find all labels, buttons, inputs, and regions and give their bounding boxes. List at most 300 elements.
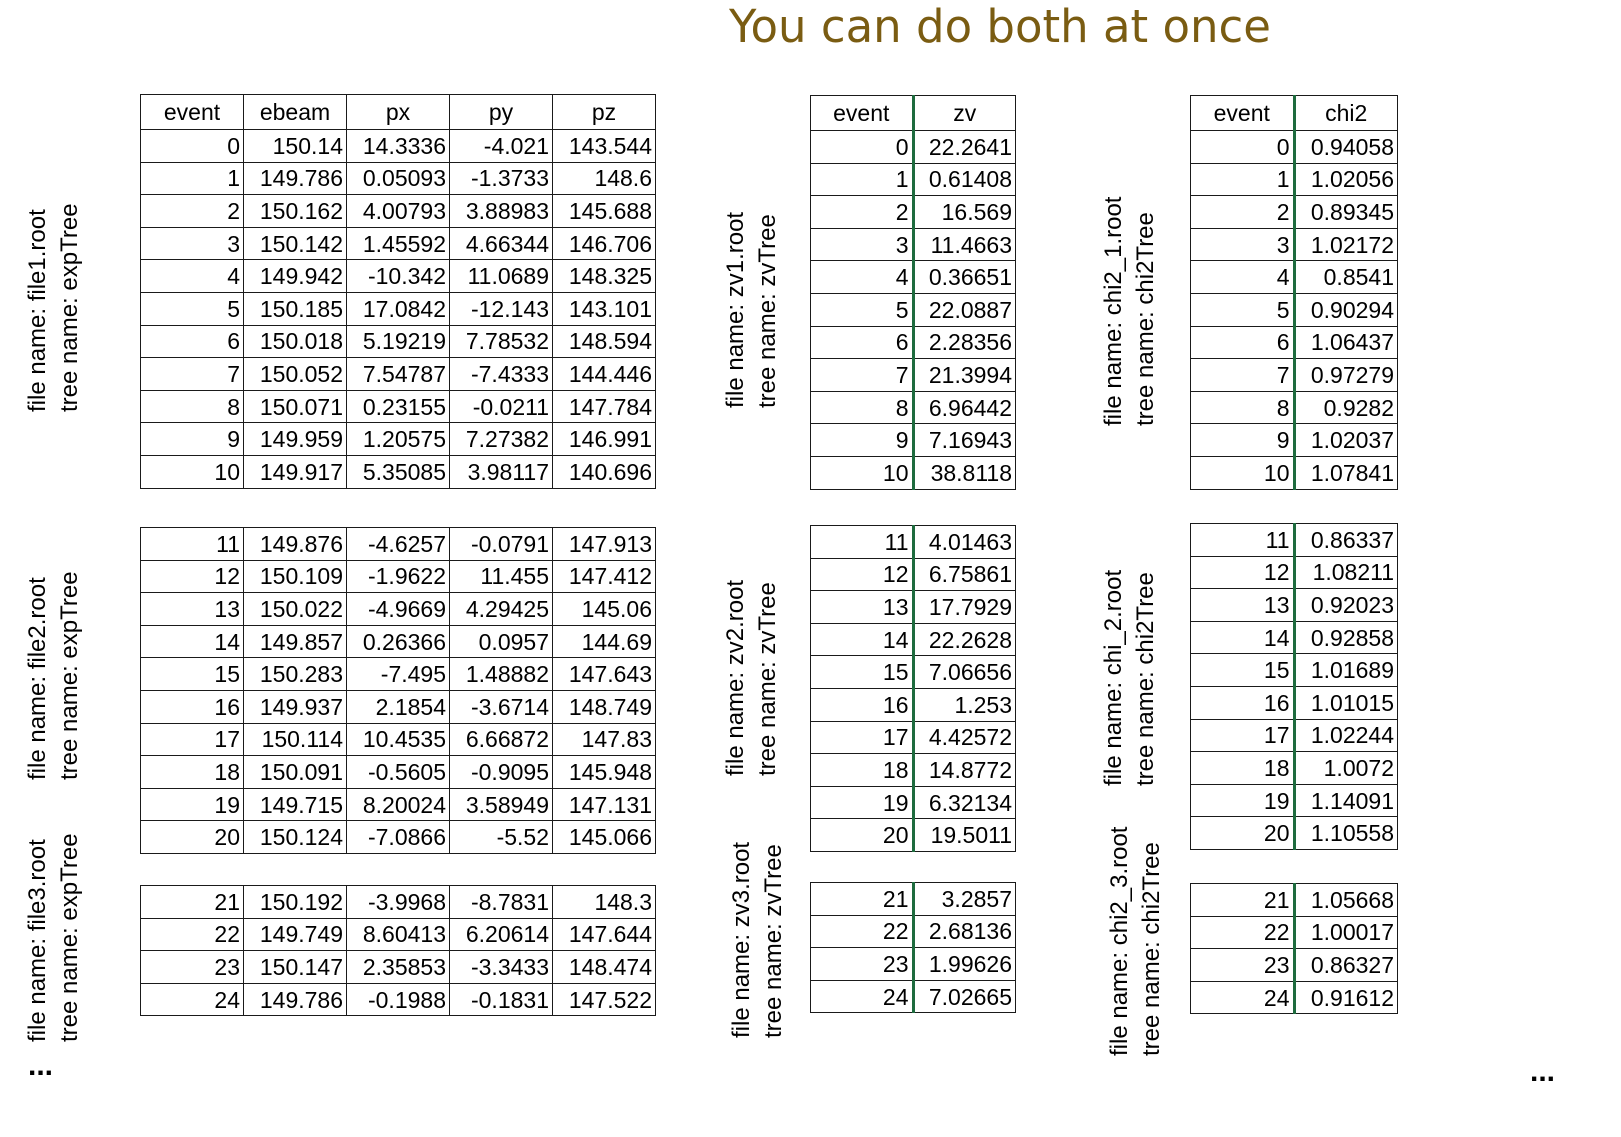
cell-px: 5.19219 (347, 325, 450, 358)
cell-chi2: 0.86327 (1294, 949, 1398, 982)
cell-event: 24 (811, 980, 914, 1013)
cell-pz: 147.913 (553, 528, 656, 561)
page-title: You can do both at once (729, 0, 1271, 53)
table-row (1191, 589, 1398, 622)
cell-pz: 147.83 (553, 723, 656, 756)
cell-pz: 148.325 (553, 260, 656, 293)
table-row (1191, 261, 1398, 294)
cell-px: 0.26366 (347, 625, 450, 658)
cell-event: 23 (141, 951, 244, 984)
cell-chi2: 0.86337 (1294, 524, 1398, 557)
cell-py: 4.29425 (450, 593, 553, 626)
table-row (811, 163, 1016, 196)
cell-event: 16 (1191, 686, 1295, 719)
cell-event: 11 (141, 528, 244, 561)
cell-px: 8.60413 (347, 918, 450, 951)
cell-px: 14.3336 (347, 130, 450, 163)
table-row (811, 424, 1016, 457)
cell-ebeam: 149.917 (244, 455, 347, 488)
label-file3: file name: file3.root tree name: expTree (24, 833, 83, 1042)
cell-chi2: 1.14091 (1294, 784, 1398, 817)
cell-chi2: 0.90294 (1294, 293, 1398, 326)
cell-pz: 147.784 (553, 390, 656, 423)
cell-zv: 7.16943 (913, 424, 1016, 457)
cell-ebeam: 149.786 (244, 162, 347, 195)
table-row (141, 658, 656, 691)
cell-event: 8 (811, 391, 914, 424)
cell-ebeam: 149.749 (244, 918, 347, 951)
table-row (141, 951, 656, 984)
cell-event: 15 (811, 656, 914, 689)
cell-event: 14 (141, 625, 244, 658)
cell-px: 0.23155 (347, 390, 450, 423)
cell-ebeam: 150.283 (244, 658, 347, 691)
table-row (811, 980, 1016, 1013)
table-row (141, 593, 656, 626)
cell-event: 13 (811, 591, 914, 624)
cell-event: 1 (811, 163, 914, 196)
table-row (141, 227, 656, 260)
cell-event: 13 (1191, 589, 1295, 622)
label-file2: file name: file2.root tree name: expTree (24, 571, 83, 780)
cell-event: 21 (1191, 884, 1295, 917)
cell-event: 16 (811, 688, 914, 721)
cell-px: -10.342 (347, 260, 450, 293)
label-zv1: file name: zv1.root tree name: zvTree (722, 211, 781, 408)
cell-px: -7.495 (347, 658, 450, 691)
cell-ebeam: 150.071 (244, 390, 347, 423)
cell-py: 6.20614 (450, 918, 553, 951)
cell-event: 20 (811, 819, 914, 852)
cell-zv: 0.61408 (913, 163, 1016, 196)
table-row (141, 560, 656, 593)
table-row (811, 948, 1016, 981)
table-row (1191, 326, 1398, 359)
cell-pz: 140.696 (553, 455, 656, 488)
table-row (1191, 163, 1398, 196)
cell-ebeam: 150.14 (244, 130, 347, 163)
cell-pz: 147.644 (553, 918, 656, 951)
cell-px: 2.35853 (347, 951, 450, 984)
cell-pz: 144.446 (553, 358, 656, 391)
table-row (141, 821, 656, 854)
table-row (811, 359, 1016, 392)
table-row (811, 196, 1016, 229)
cell-zv: 1.253 (913, 688, 1016, 721)
cell-chi2: 1.07841 (1294, 456, 1398, 489)
cell-chi2: 1.02244 (1294, 719, 1398, 752)
cell-event: 1 (141, 162, 244, 195)
cell-event: 23 (1191, 949, 1295, 982)
table-row (811, 688, 1016, 721)
cell-chi2: 0.92023 (1294, 589, 1398, 622)
cell-px: 0.05093 (347, 162, 450, 195)
cell-zv: 6.96442 (913, 391, 1016, 424)
table-row (1191, 359, 1398, 392)
cell-event: 5 (1191, 293, 1295, 326)
table-file3 (140, 885, 656, 1016)
column-header-event: event (1191, 96, 1295, 131)
table-row (141, 455, 656, 488)
table-row (1191, 293, 1398, 326)
cell-chi2: 0.92858 (1294, 621, 1398, 654)
cell-event: 2 (811, 196, 914, 229)
cell-px: -3.9968 (347, 886, 450, 919)
table-row (811, 883, 1016, 916)
cell-ebeam: 150.114 (244, 723, 347, 756)
cell-py: 11.0689 (450, 260, 553, 293)
cell-zv: 19.5011 (913, 819, 1016, 852)
cell-pz: 146.706 (553, 227, 656, 260)
cell-ebeam: 150.022 (244, 593, 347, 626)
cell-event: 21 (141, 886, 244, 919)
cell-ebeam: 150.091 (244, 756, 347, 789)
cell-zv: 1.99626 (913, 948, 1016, 981)
cell-event: 23 (811, 948, 914, 981)
table-row (1191, 131, 1398, 164)
cell-chi2: 0.97279 (1294, 359, 1398, 392)
cell-zv: 11.4663 (913, 228, 1016, 261)
cell-zv: 2.68136 (913, 915, 1016, 948)
cell-event: 19 (141, 788, 244, 821)
cell-px: -4.9669 (347, 593, 450, 626)
cell-event: 7 (811, 359, 914, 392)
cell-event: 12 (1191, 556, 1295, 589)
cell-py: 7.78532 (450, 325, 553, 358)
cell-ebeam: 150.018 (244, 325, 347, 358)
table-row (811, 228, 1016, 261)
cell-zv: 6.32134 (913, 786, 1016, 819)
table-row (1191, 884, 1398, 917)
cell-event: 10 (1191, 456, 1295, 489)
table-row (141, 358, 656, 391)
cell-event: 3 (141, 227, 244, 260)
cell-py: -0.1831 (450, 983, 553, 1016)
cell-event: 15 (141, 658, 244, 691)
cell-zv: 3.2857 (913, 883, 1016, 916)
cell-pz: 148.6 (553, 162, 656, 195)
cell-pz: 145.688 (553, 195, 656, 228)
cell-chi2: 1.01015 (1294, 686, 1398, 719)
cell-px: 10.4535 (347, 723, 450, 756)
cell-px: -0.1988 (347, 983, 450, 1016)
cell-event: 22 (1191, 916, 1295, 949)
cell-event: 20 (141, 821, 244, 854)
cell-py: -0.0791 (450, 528, 553, 561)
table-row (1191, 981, 1398, 1014)
cell-zv: 6.75861 (913, 558, 1016, 591)
cell-zv: 21.3994 (913, 359, 1016, 392)
header-row (811, 96, 1016, 131)
table-row (1191, 686, 1398, 719)
cell-event: 3 (1191, 228, 1295, 261)
cell-event: 2 (141, 195, 244, 228)
cell-event: 6 (811, 326, 914, 359)
cell-event: 0 (811, 131, 914, 164)
cell-event: 22 (141, 918, 244, 951)
cell-px: 1.45592 (347, 227, 450, 260)
cell-py: 4.66344 (450, 227, 553, 260)
table-row (811, 456, 1016, 489)
cell-event: 4 (141, 260, 244, 293)
table-row (141, 423, 656, 456)
cell-zv: 2.28356 (913, 326, 1016, 359)
cell-event: 1 (1191, 163, 1295, 196)
cell-px: 7.54787 (347, 358, 450, 391)
cell-py: 11.455 (450, 560, 553, 593)
cell-px: -4.6257 (347, 528, 450, 561)
cell-zv: 22.2628 (913, 623, 1016, 656)
cell-py: -3.6714 (450, 690, 553, 723)
cell-event: 17 (141, 723, 244, 756)
column-header-py: py (450, 95, 553, 130)
label-chi2-3: file name: chi2_3.root tree name: chi2Tree (1106, 826, 1165, 1056)
cell-event: 5 (811, 293, 914, 326)
table-row (811, 326, 1016, 359)
cell-zv: 22.2641 (913, 131, 1016, 164)
cell-event: 17 (811, 721, 914, 754)
table-row (811, 623, 1016, 656)
cell-zv: 22.0887 (913, 293, 1016, 326)
cell-event: 22 (811, 915, 914, 948)
table-row (811, 656, 1016, 689)
cell-event: 12 (811, 558, 914, 591)
cell-chi2: 1.10558 (1294, 817, 1398, 850)
cell-py: -7.4333 (450, 358, 553, 391)
table-row (811, 591, 1016, 624)
cell-event: 7 (141, 358, 244, 391)
cell-chi2: 1.08211 (1294, 556, 1398, 589)
cell-pz: 144.69 (553, 625, 656, 658)
cell-event: 4 (1191, 261, 1295, 294)
cell-event: 0 (141, 130, 244, 163)
table-zv2 (810, 525, 1016, 852)
table-row (141, 886, 656, 919)
cell-event: 24 (1191, 981, 1295, 1014)
ellipsis-right: ... (1530, 1055, 1556, 1088)
cell-pz: 148.474 (553, 951, 656, 984)
cell-chi2: 1.01689 (1294, 654, 1398, 687)
cell-zv: 4.42572 (913, 721, 1016, 754)
cell-pz: 143.544 (553, 130, 656, 163)
cell-event: 6 (1191, 326, 1295, 359)
cell-px: 8.20024 (347, 788, 450, 821)
header-row (141, 95, 656, 130)
cell-px: 2.1854 (347, 690, 450, 723)
cell-ebeam: 149.786 (244, 983, 347, 1016)
cell-event: 17 (1191, 719, 1295, 752)
cell-ebeam: 150.147 (244, 951, 347, 984)
cell-py: -0.0211 (450, 390, 553, 423)
cell-px: -0.5605 (347, 756, 450, 789)
cell-px: 1.20575 (347, 423, 450, 456)
cell-event: 16 (141, 690, 244, 723)
table-row (1191, 949, 1398, 982)
cell-px: 4.00793 (347, 195, 450, 228)
cell-pz: 147.643 (553, 658, 656, 691)
cell-pz: 146.991 (553, 423, 656, 456)
cell-ebeam: 149.715 (244, 788, 347, 821)
cell-py: 6.66872 (450, 723, 553, 756)
cell-zv: 38.8118 (913, 456, 1016, 489)
cell-event: 15 (1191, 654, 1295, 687)
table-row (141, 260, 656, 293)
cell-zv: 4.01463 (913, 526, 1016, 559)
table-row (811, 131, 1016, 164)
cell-pz: 145.948 (553, 756, 656, 789)
table-row (141, 195, 656, 228)
table-row (1191, 391, 1398, 424)
cell-chi2: 0.89345 (1294, 196, 1398, 229)
table-row (141, 918, 656, 951)
cell-event: 2 (1191, 196, 1295, 229)
cell-ebeam: 150.162 (244, 195, 347, 228)
table-row (1191, 621, 1398, 654)
label-chi2-1: file name: chi2_1.root tree name: chi2Tree (1100, 196, 1159, 426)
cell-zv: 17.7929 (913, 591, 1016, 624)
table-chi2-1 (1190, 95, 1398, 490)
table-row (1191, 524, 1398, 557)
table-zv3 (810, 882, 1016, 1013)
cell-ebeam: 150.124 (244, 821, 347, 854)
table-row (1191, 784, 1398, 817)
cell-ebeam: 149.876 (244, 528, 347, 561)
table-row (811, 293, 1016, 326)
cell-chi2: 1.02037 (1294, 424, 1398, 457)
cell-pz: 148.749 (553, 690, 656, 723)
cell-event: 18 (141, 756, 244, 789)
label-zv2: file name: zv2.root tree name: zvTree (722, 579, 781, 776)
column-header-ebeam: ebeam (244, 95, 347, 130)
table-row (1191, 916, 1398, 949)
table-row (141, 292, 656, 325)
cell-chi2: 0.91612 (1294, 981, 1398, 1014)
table-zv1 (810, 95, 1016, 490)
column-header-pz: pz (553, 95, 656, 130)
cell-event: 9 (1191, 424, 1295, 457)
cell-event: 19 (1191, 784, 1295, 817)
column-header-chi2: chi2 (1294, 96, 1398, 131)
table-row (141, 723, 656, 756)
cell-ebeam: 150.192 (244, 886, 347, 919)
table-row (141, 390, 656, 423)
cell-zv: 14.8772 (913, 754, 1016, 787)
cell-event: 10 (811, 456, 914, 489)
cell-pz: 148.3 (553, 886, 656, 919)
table-row (1191, 752, 1398, 785)
cell-py: 1.48882 (450, 658, 553, 691)
cell-event: 20 (1191, 817, 1295, 850)
table-row (1191, 817, 1398, 850)
cell-zv: 7.06656 (913, 656, 1016, 689)
cell-event: 3 (811, 228, 914, 261)
cell-ebeam: 150.052 (244, 358, 347, 391)
cell-zv: 16.569 (913, 196, 1016, 229)
cell-py: 3.88983 (450, 195, 553, 228)
cell-chi2: 1.02172 (1294, 228, 1398, 261)
cell-event: 4 (811, 261, 914, 294)
table-row (811, 754, 1016, 787)
cell-ebeam: 149.942 (244, 260, 347, 293)
cell-event: 21 (811, 883, 914, 916)
table-row (811, 391, 1016, 424)
cell-event: 9 (811, 424, 914, 457)
cell-ebeam: 150.185 (244, 292, 347, 325)
cell-event: 11 (811, 526, 914, 559)
cell-pz: 148.594 (553, 325, 656, 358)
cell-event: 8 (1191, 391, 1295, 424)
header-row (1191, 96, 1398, 131)
table-row (811, 819, 1016, 852)
cell-py: 3.58949 (450, 788, 553, 821)
cell-chi2: 0.9282 (1294, 391, 1398, 424)
cell-chi2: 1.00017 (1294, 916, 1398, 949)
table-row (141, 690, 656, 723)
table-row (1191, 424, 1398, 457)
column-header-zv: zv (913, 96, 1016, 131)
cell-event: 0 (1191, 131, 1295, 164)
cell-py: -12.143 (450, 292, 553, 325)
table-chi2-3 (1190, 883, 1398, 1014)
table-row (141, 325, 656, 358)
cell-chi2: 1.06437 (1294, 326, 1398, 359)
table-row (811, 915, 1016, 948)
cell-chi2: 0.94058 (1294, 131, 1398, 164)
table-row (1191, 196, 1398, 229)
cell-px: -1.9622 (347, 560, 450, 593)
cell-event: 7 (1191, 359, 1295, 392)
cell-zv: 0.36651 (913, 261, 1016, 294)
cell-event: 12 (141, 560, 244, 593)
cell-ebeam: 150.142 (244, 227, 347, 260)
table-row (1191, 556, 1398, 589)
table-row (141, 162, 656, 195)
table-row (811, 558, 1016, 591)
table-row (811, 261, 1016, 294)
table-row (141, 756, 656, 789)
label-zv3: file name: zv3.root tree name: zvTree (728, 841, 787, 1038)
column-header-event: event (141, 95, 244, 130)
table-row (1191, 654, 1398, 687)
table-row (1191, 228, 1398, 261)
table-row (811, 786, 1016, 819)
cell-pz: 145.066 (553, 821, 656, 854)
cell-py: 7.27382 (450, 423, 553, 456)
cell-chi2: 0.8541 (1294, 261, 1398, 294)
table-row (1191, 456, 1398, 489)
cell-event: 18 (1191, 752, 1295, 785)
cell-event: 14 (1191, 621, 1295, 654)
table-row (141, 130, 656, 163)
cell-event: 18 (811, 754, 914, 787)
cell-event: 13 (141, 593, 244, 626)
cell-py: -1.3733 (450, 162, 553, 195)
cell-px: -7.0866 (347, 821, 450, 854)
cell-py: -5.52 (450, 821, 553, 854)
cell-zv: 7.02665 (913, 980, 1016, 1013)
cell-event: 19 (811, 786, 914, 819)
table-file1 (140, 94, 656, 489)
table-row (811, 721, 1016, 754)
cell-event: 5 (141, 292, 244, 325)
cell-pz: 145.06 (553, 593, 656, 626)
cell-event: 11 (1191, 524, 1295, 557)
cell-py: -8.7831 (450, 886, 553, 919)
cell-ebeam: 150.109 (244, 560, 347, 593)
cell-event: 8 (141, 390, 244, 423)
column-header-px: px (347, 95, 450, 130)
table-row (141, 625, 656, 658)
